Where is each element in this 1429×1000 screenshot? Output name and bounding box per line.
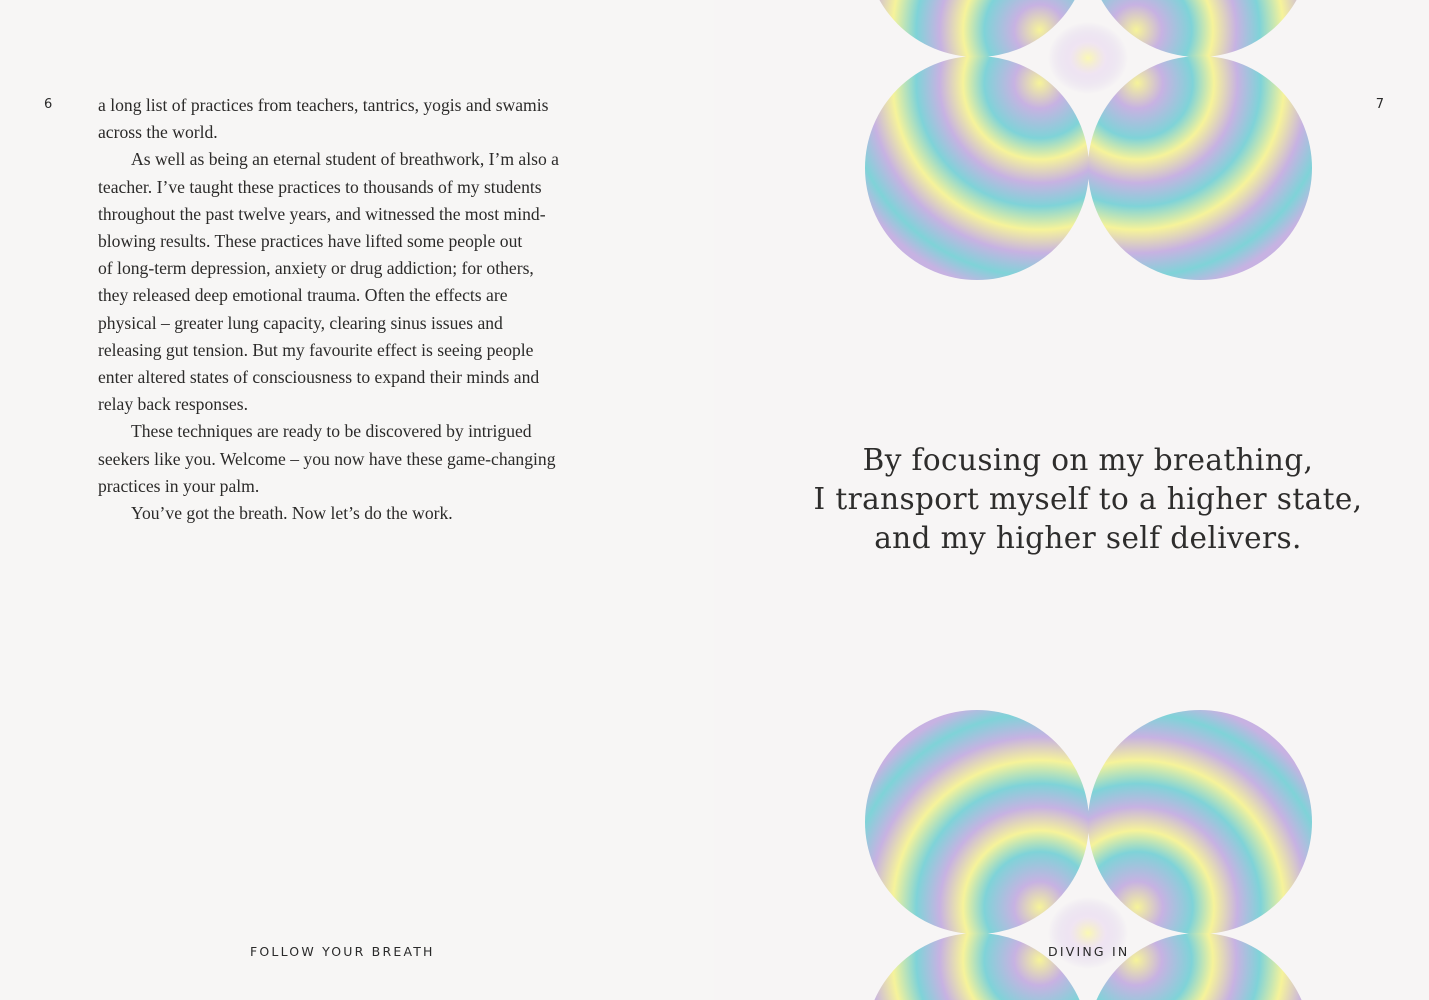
quote-line: By focusing on my breathing, <box>862 443 1314 477</box>
quote-line: I transport myself to a higher state, <box>813 482 1363 516</box>
body-line: enter altered states of consciousness to expand their minds and <box>98 367 540 388</box>
page-number-left: 6 <box>44 97 53 112</box>
glow-upper <box>1048 22 1128 94</box>
body-line: As well as being an eternal student of breathwork, I’m also a <box>131 149 559 170</box>
body-line: they released deep emotional trauma. Often the effects are <box>98 285 508 306</box>
body-line: physical – greater lung capacity, clearing sinus issues and <box>98 312 503 333</box>
petal-lower-right <box>1088 710 1312 934</box>
body-line: throughout the past twelve years, and witnessed the most mind- <box>98 203 546 224</box>
body-line: relay back responses. <box>98 394 248 415</box>
body-line: of long-term depression, anxiety or drug addiction; for others, <box>98 258 534 279</box>
body-line: releasing gut tension. But my favourite effect is seeing people <box>98 339 534 360</box>
body-line: practices in your palm. <box>98 475 260 496</box>
page-number-right: 7 <box>1375 97 1384 112</box>
body-line: teacher. I’ve taught these practices to thousands of my students <box>98 176 542 197</box>
petal-lower-left <box>865 710 1089 934</box>
body-line: a long list of practices from teachers, tantrics, yogis and swamis <box>98 95 549 115</box>
quote-line: and my higher self delivers. <box>874 521 1302 555</box>
body-text <box>98 92 598 527</box>
running-footer-right: DIVING IN <box>1048 944 1130 959</box>
left-page <box>0 0 714 1000</box>
right-page <box>714 0 1429 1000</box>
petal-upper-left <box>865 56 1089 280</box>
pull-quote <box>714 441 1429 558</box>
body-line: seekers like you. Welcome – you now have these game-changing <box>98 448 556 469</box>
running-footer-left: FOLLOW YOUR BREATH <box>250 944 435 959</box>
petal-upper-right <box>1088 56 1312 280</box>
body-line: across the world. <box>98 122 218 143</box>
body-line: You’ve got the breath. Now let’s do the work. <box>131 503 453 524</box>
body-line: blowing results. These practices have lifted some people out <box>98 231 523 252</box>
body-line: These techniques are ready to be discovered by intrigued <box>131 421 532 442</box>
